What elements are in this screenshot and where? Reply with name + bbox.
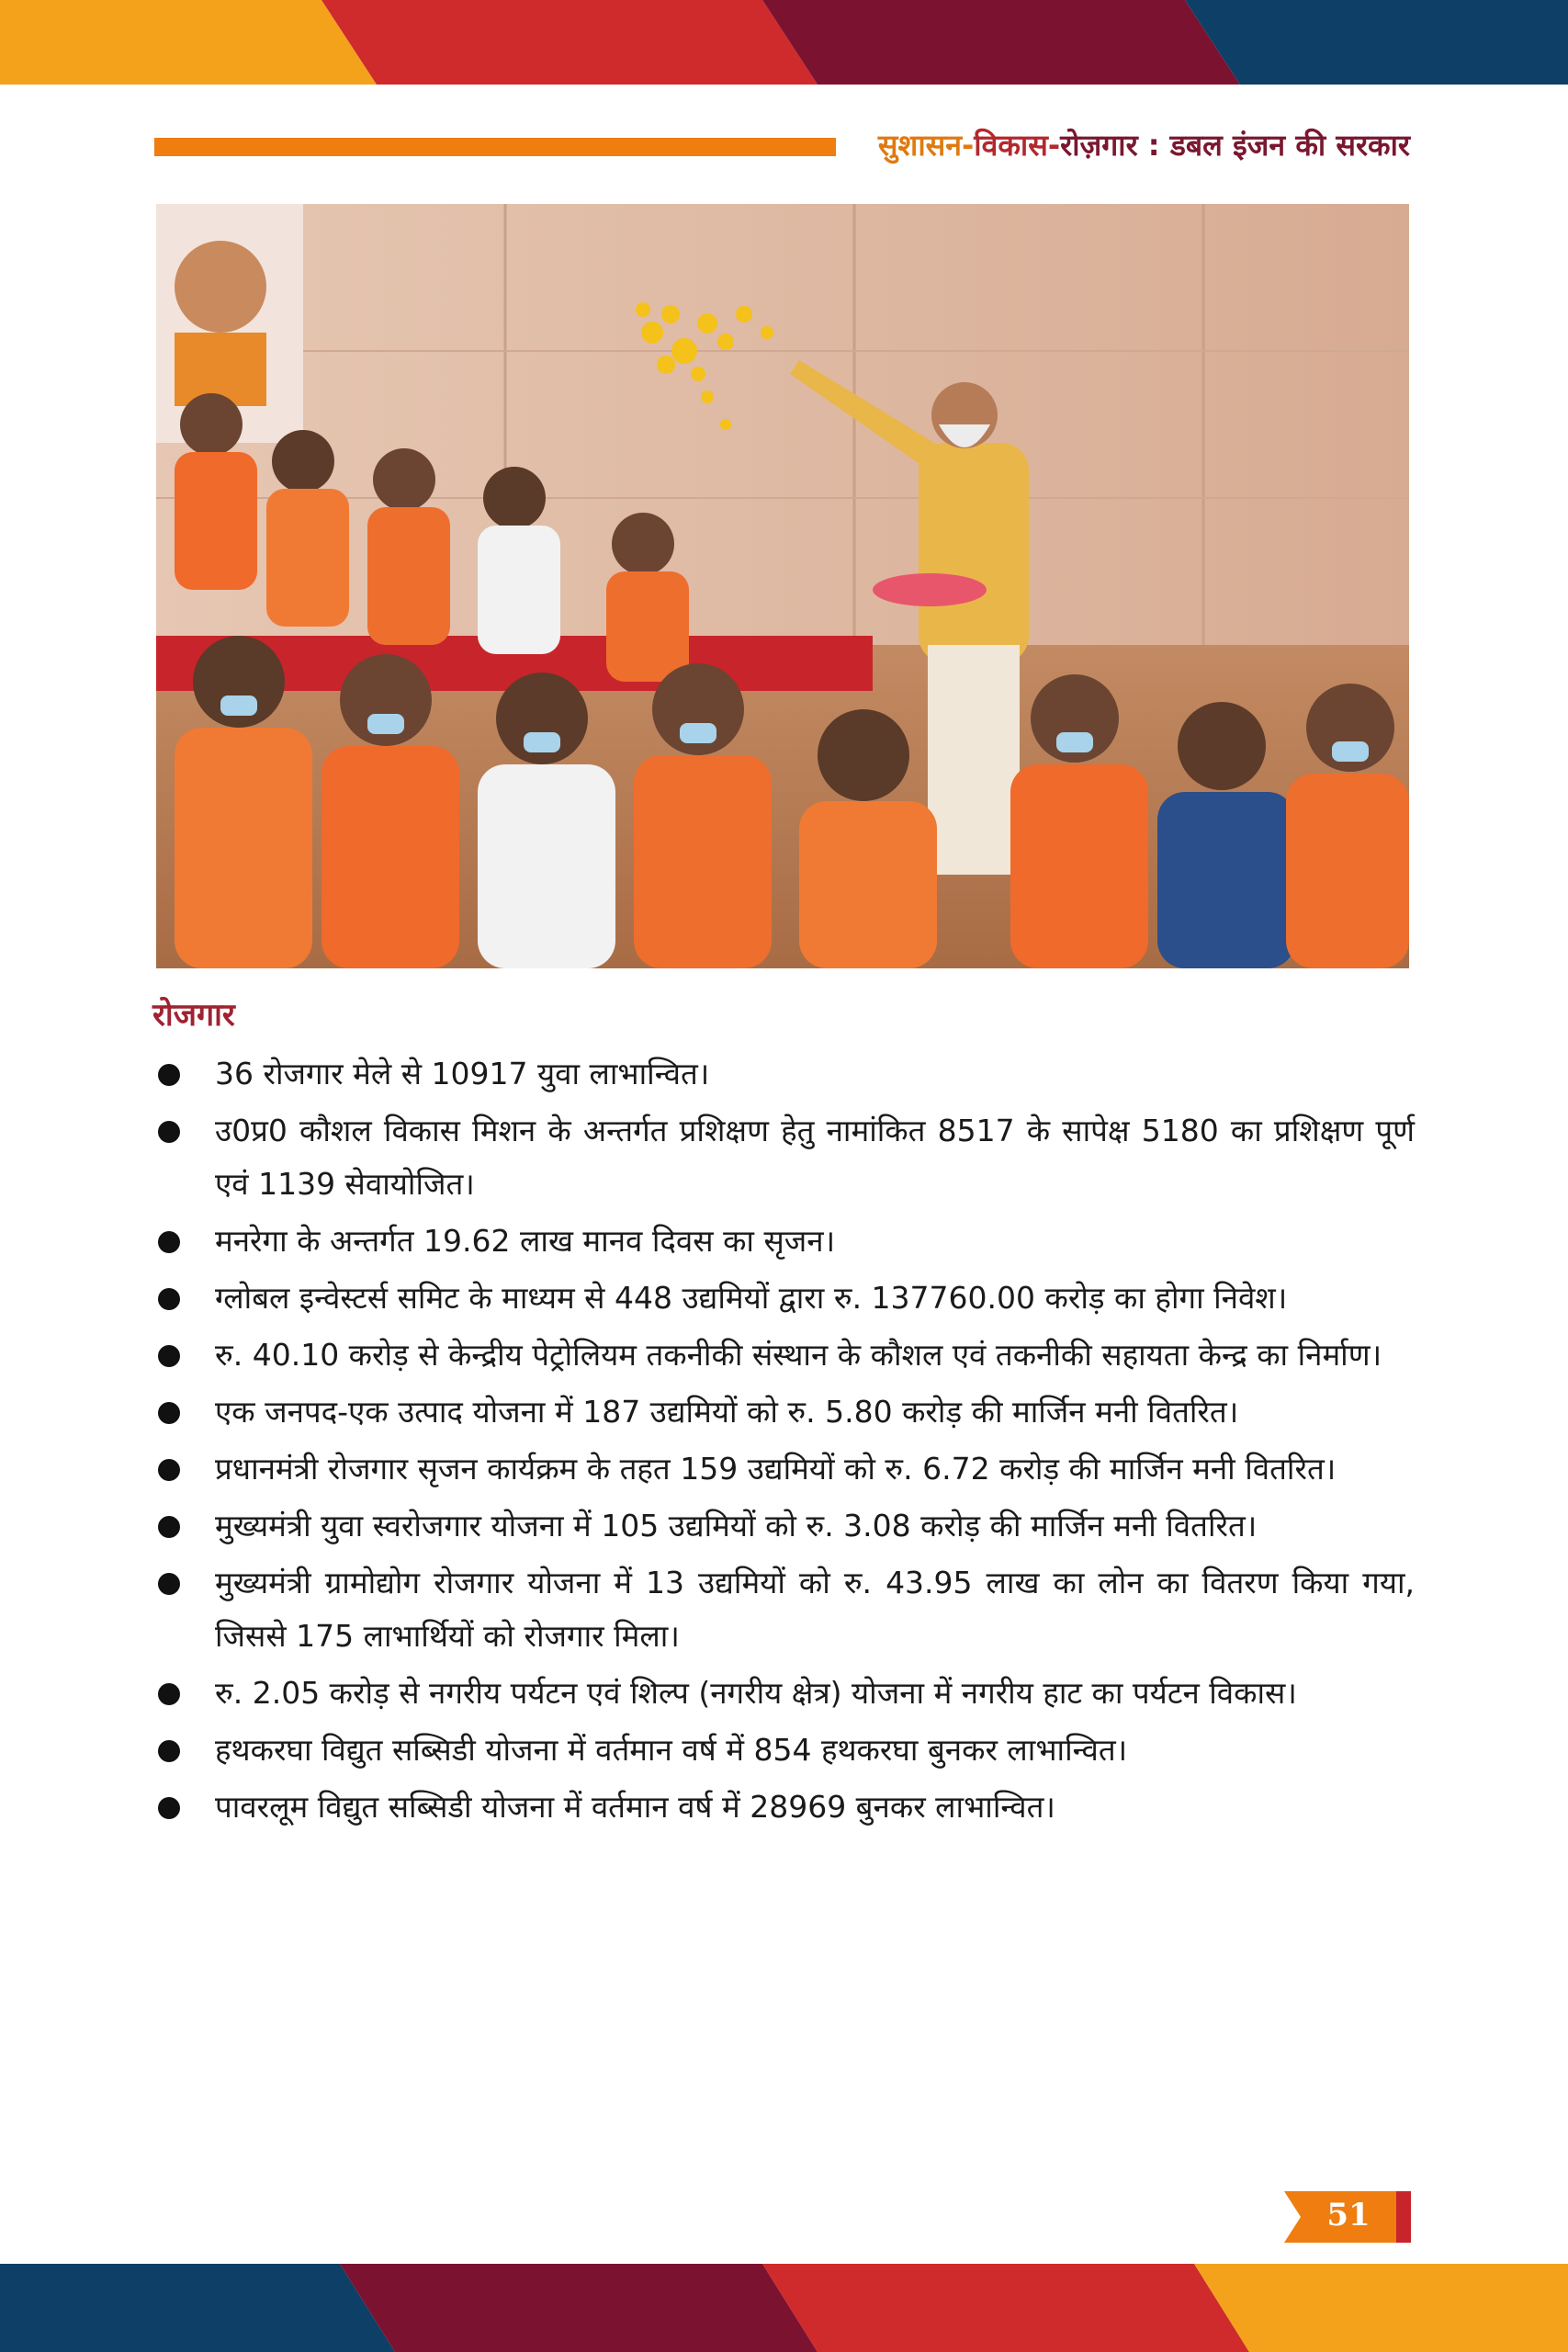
bullet-icon: [158, 1345, 180, 1367]
list-item-text: पावरलूम विद्युत सब्सिडी योजना में वर्तमान वर्ष में 28969 बुनकर लाभान्वित।: [215, 1789, 1055, 1825]
list-item-text: रु. 2.05 करोड़ से नगरीय पर्यटन एवं शिल्प (नगरीय क्षेत्र) योजना में नगरीय हाट का पर्यटन विकास।: [215, 1675, 1297, 1711]
list-item-text: मुख्यमंत्री युवा स्वरोजगार योजना में 105 उद्यमियों को रु. 3.08 करोड़ की मार्जिन मनी वितरित।: [215, 1508, 1258, 1544]
page-number-tab: [1284, 2191, 1411, 2243]
page-number: 51: [1326, 2197, 1371, 2233]
list-item-text: रु. 40.10 करोड़ से केन्द्रीय पेट्रोलियम तकनीकी संस्थान के कौशल एवं तकनीकी सहायता केन्द्र का निर्माण।: [215, 1337, 1382, 1373]
list-item: [152, 1329, 1415, 1382]
bullet-icon: [158, 1459, 180, 1481]
list-item: [152, 1556, 1415, 1663]
bullet-icon: [158, 1683, 180, 1705]
list-item-text: हथकरघा विद्युत सब्सिडी योजना में वर्तमान वर्ष में 854 हथकरघा बुनकर लाभान्वित।: [215, 1732, 1128, 1768]
header-rule: [154, 138, 836, 156]
list-item-text: प्रधानमंत्री रोजगार सृजन कार्यक्रम के तहत 159 उद्यमियों को रु. 6.72 करोड़ की मार्जिन मनी वितरित।: [215, 1451, 1337, 1487]
list-item-text: ग्लोबल इन्वेस्टर्स समिट के माध्यम से 448 उद्यमियों द्वारा रु. 137760.00 करोड़ का होगा निवेश।: [215, 1280, 1288, 1316]
list-item: [152, 1385, 1415, 1439]
bullet-icon: [158, 1288, 180, 1310]
bullet-icon: [158, 1516, 180, 1538]
bullet-list: [152, 1047, 1415, 1838]
list-item: [152, 1215, 1415, 1268]
list-item: [152, 1667, 1415, 1720]
header-title-part1: सुशासन-: [877, 128, 975, 163]
header-title: [878, 125, 1410, 164]
bullet-icon: [158, 1231, 180, 1253]
list-item-text: एक जनपद-एक उत्पाद योजना में 187 उद्यमियों को रु. 5.80 करोड़ की मार्जिन मनी वितरित।: [215, 1394, 1239, 1430]
top-color-band: [0, 0, 1568, 85]
section-heading: रोजगार: [152, 997, 235, 1034]
event-photo: [156, 204, 1409, 968]
bullet-icon: [158, 1402, 180, 1424]
bullet-icon: [158, 1740, 180, 1762]
bullet-icon: [158, 1573, 180, 1595]
list-item: [152, 1272, 1415, 1325]
header-title-part3: रोज़गार : डबल इंजन की सरकार: [1060, 128, 1410, 163]
bottom-color-band: [0, 2264, 1568, 2352]
list-item-text: 36 रोजगार मेले से 10917 युवा लाभान्वित।: [215, 1056, 710, 1091]
list-item: [152, 1781, 1415, 1834]
bullet-icon: [158, 1121, 180, 1143]
list-item: [152, 1442, 1415, 1496]
list-item: [152, 1047, 1415, 1101]
header-title-part2: विकास-: [974, 128, 1061, 163]
list-item-text: उ0प्र0 कौशल विकास मिशन के अन्तर्गत प्रशिक्षण हेतु नामांकित 8517 के सापेक्ष 5180 का प्रशिक्षण पूर्ण एवं 1139 सेवायोजित।: [215, 1113, 1415, 1202]
list-item: [152, 1499, 1415, 1553]
list-item: [152, 1104, 1415, 1211]
bullet-icon: [158, 1064, 180, 1086]
list-item-text: मुख्यमंत्री ग्रामोद्योग रोजगार योजना में 13 उद्यमियों को रु. 43.95 लाख का लोन का वितरण किया गया, जिससे 175 लाभार्थियों को रोजगार मिला।: [215, 1565, 1415, 1654]
list-item: [152, 1724, 1415, 1777]
bullet-icon: [158, 1797, 180, 1819]
list-item-text: मनरेगा के अन्तर्गत 19.62 लाख मानव दिवस का सृजन।: [215, 1223, 836, 1259]
